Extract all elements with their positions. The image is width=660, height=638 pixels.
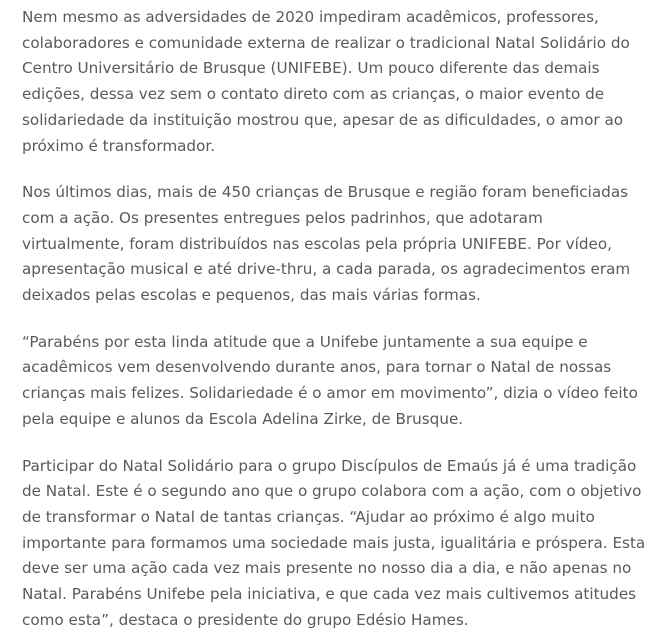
text-line: como esta”, destaca o presidente do grupo Edésio Hames.: [22, 610, 469, 629]
text-line: Centro Universitário de Brusque (UNIFEBE). Um pouco diferente das demais: [22, 59, 600, 78]
text-line: de Natal. Este é o segundo ano que o grupo colabora com a ação, com o objetivo: [22, 482, 642, 501]
text-line: próximo é transformador.: [22, 136, 216, 155]
text-line: colaboradores e comunidade externa de realizar o tradicional Natal Solidário do: [22, 33, 630, 52]
text-line: Nem mesmo as adversidades de 2020 impediram acadêmicos, professores,: [22, 8, 599, 26]
paragraph-1: [22, 5, 650, 159]
paragraph-2: [22, 180, 650, 309]
text-line: Nos últimos dias, mais de 450 crianças de Brusque e região foram beneficiadas: [22, 183, 629, 202]
text-line: acadêmicos vem desenvolvendo durante anos, para tornar o Natal de nossas: [22, 358, 612, 377]
paragraph-4: [22, 454, 650, 634]
text-line: “Parabéns por esta linda atitude que a Unifebe juntamente a sua equipe e: [22, 332, 588, 351]
text-line: importante para formamos uma sociedade mais justa, igualitária e próspera. Esta: [22, 533, 646, 552]
text-line: de transformar o Natal de tantas crianças. “Ajudar ao próximo é algo muito: [22, 507, 595, 526]
text-line: edições, dessa vez sem o contato direto com as crianças, o maior evento de: [22, 85, 605, 104]
text-line: pela equipe e alunos da Escola Adelina Zirke, de Brusque.: [22, 409, 464, 428]
text-line: Participar do Natal Solidário para o grupo Discípulos de Emaús já é uma tradição: [22, 456, 637, 475]
text-line: solidariedade da instituição mostrou que, apesar de as dificuldades, o amor ao: [22, 110, 624, 129]
text-line: deve ser uma ação cada vez mais presente no nosso dia a dia, e não apenas no: [22, 559, 632, 578]
text-line: apresentação musical e até drive-thru, a cada parada, os agradecimentos eram: [22, 260, 631, 279]
paragraph-3-quote: [22, 330, 650, 433]
text-line: virtualmente, foram distribuídos nas escolas pela própria UNIFEBE. Por vídeo,: [22, 234, 612, 253]
text-line: deixados pelas escolas e pequenos, das mais várias formas.: [22, 286, 481, 305]
text-line: com a ação. Os presentes entregues pelos padrinhos, que adotaram: [22, 208, 543, 227]
text-line: crianças mais felizes. Solidariedade é o amor em movimento”, dizia o vídeo feito: [22, 384, 638, 403]
text-line: Natal. Parabéns Unifebe pela iniciativa, e que cada vez mais cultivemos atitudes: [22, 585, 637, 604]
